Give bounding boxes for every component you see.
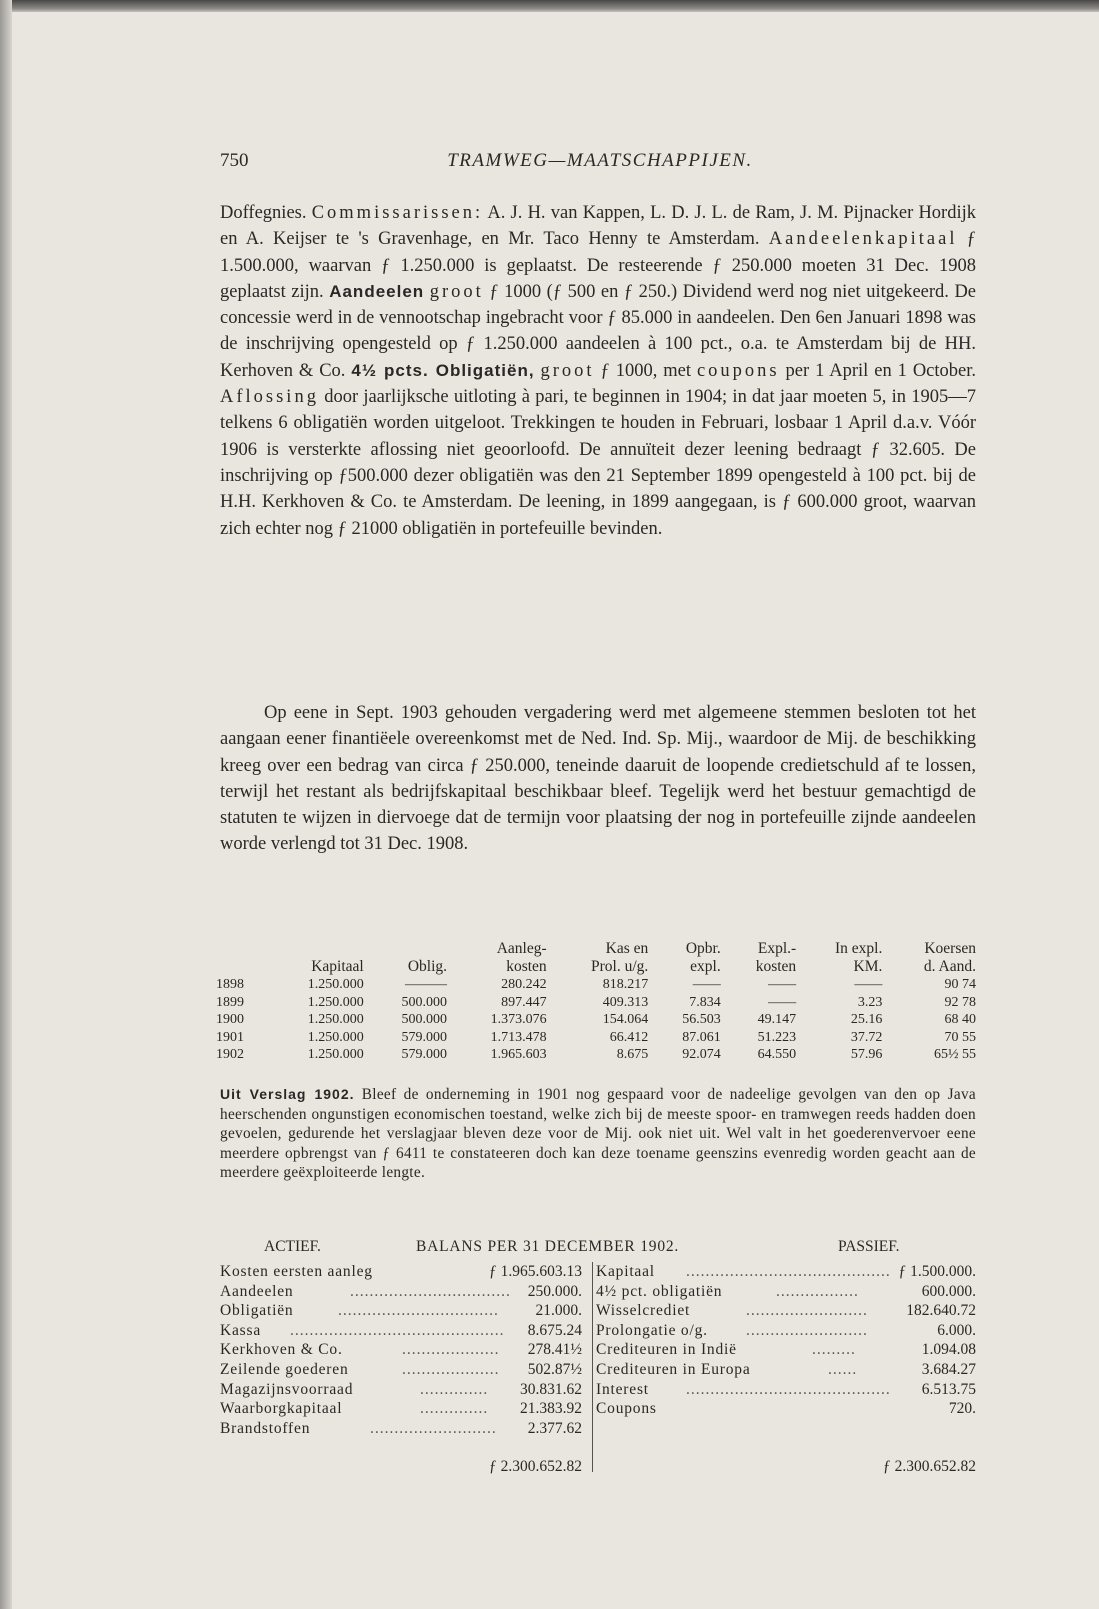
passief-item-amount: 3.684.27 bbox=[921, 1360, 976, 1378]
table-cell: —— bbox=[768, 977, 797, 992]
table-header-cell: expl. bbox=[690, 958, 721, 975]
table-cell: 3.23 bbox=[857, 994, 883, 1010]
passief-item-amount: 720. bbox=[948, 1400, 976, 1418]
table-cell: 1.713.478 bbox=[490, 1029, 547, 1045]
leader-dots: ................................. bbox=[350, 1282, 511, 1300]
actief-item-label: Zeilende goederen bbox=[220, 1360, 349, 1378]
leader-dots: ......................... bbox=[746, 1302, 868, 1320]
table-header-cell: In expl. bbox=[835, 940, 883, 957]
passief-item-amount: 600.000. bbox=[921, 1282, 976, 1300]
table-header-cell: Koersen bbox=[924, 940, 976, 957]
table-header-cell bbox=[268, 940, 368, 958]
list-item bbox=[220, 1399, 582, 1419]
passief-item-label: Crediteuren in Indië bbox=[596, 1341, 737, 1359]
table-row bbox=[212, 976, 980, 994]
text-run: ƒ 1000, met bbox=[600, 360, 691, 381]
list-item bbox=[596, 1301, 976, 1321]
table-cell: 87.061 bbox=[682, 1029, 721, 1045]
table-header-cell bbox=[212, 940, 268, 958]
term-groot: groot bbox=[540, 360, 595, 381]
term-aflossing: Aflossing bbox=[220, 387, 319, 408]
table-cell: 1900 bbox=[216, 1012, 244, 1027]
table-cell: 51.223 bbox=[757, 1029, 797, 1045]
table-header-row bbox=[212, 958, 980, 976]
table-header-cell: kosten bbox=[755, 958, 797, 975]
list-item bbox=[220, 1321, 582, 1341]
table-cell: 37.72 bbox=[850, 1029, 883, 1045]
table-cell: 500.000 bbox=[401, 994, 447, 1010]
list-item bbox=[220, 1419, 582, 1439]
statistics-table bbox=[212, 940, 980, 1064]
table-cell: 56.503 bbox=[682, 1012, 721, 1027]
table-cell: 897.447 bbox=[501, 994, 547, 1010]
leader-dots: ................................. bbox=[338, 1302, 499, 1320]
table-cell: 68 40 bbox=[944, 1012, 976, 1027]
passief-item-label: Wisselcrediet bbox=[596, 1302, 691, 1320]
actief-total: ƒ 2.300.652.82 bbox=[489, 1458, 582, 1475]
page-number: 750 bbox=[220, 150, 249, 171]
passief-item-amount: 1.094.08 bbox=[921, 1341, 976, 1359]
actief-item-amount: 250.000. bbox=[527, 1282, 582, 1300]
verslag-paragraph bbox=[220, 1085, 976, 1183]
table-header-cell: Kas en bbox=[605, 940, 649, 957]
term-aandeelenkapitaal: Aandeelenkapitaal bbox=[768, 229, 958, 250]
table-cell: 280.242 bbox=[501, 977, 547, 992]
passief-item-amount: 6.000. bbox=[937, 1321, 976, 1339]
table-header-row bbox=[212, 940, 980, 958]
actief-item-amount: 30.831.62 bbox=[520, 1380, 582, 1398]
table-cell: 92 78 bbox=[944, 994, 976, 1010]
actief-item-amount: ƒ 1.965.603.13 bbox=[489, 1263, 582, 1280]
text-run: ƒ 1.500.000, waarvan ƒ 1.250.000 is geplaatst. De resteerende ƒ 250.000 moeten 31 Dec. 1908 geplaatst zijn. bbox=[220, 229, 977, 302]
table-row bbox=[212, 1011, 980, 1029]
running-title: TRAMWEG—MAATSCHAPPIJEN. bbox=[447, 150, 753, 171]
paragraph-company-details bbox=[220, 200, 976, 542]
leader-dots: ................. bbox=[776, 1282, 859, 1300]
list-item bbox=[220, 1380, 582, 1400]
table-cell: 49.147 bbox=[757, 1012, 797, 1027]
table-header-cell: Oblig. bbox=[407, 958, 447, 975]
list-item bbox=[596, 1340, 976, 1360]
table-row bbox=[212, 1029, 980, 1047]
term-commissarissen: Commissarissen: bbox=[311, 203, 484, 223]
balance-header bbox=[220, 1238, 980, 1260]
table-cell: —— bbox=[854, 977, 883, 992]
text-run: Doffegnies. bbox=[220, 203, 307, 223]
actief-item-amount: 502.87½ bbox=[527, 1360, 582, 1378]
table-cell: 1898 bbox=[216, 977, 244, 992]
table-cell: 1901 bbox=[216, 1029, 244, 1045]
table-cell: 154.064 bbox=[602, 1012, 649, 1027]
leader-dots: ...... bbox=[828, 1360, 858, 1378]
text-run: A. J. H. van Kappen, L. D. J. L. de Ram, J. M. Pijnacker Hordijk en A. Keijser te 's Gravenhage, en Mr. Taco Henny te Amsterdam. bbox=[220, 203, 976, 250]
actief-item-label: Kerkhoven & Co. bbox=[220, 1341, 343, 1359]
table-header-cell: Opbr. bbox=[685, 940, 721, 957]
table-cell: 1.373.076 bbox=[490, 1012, 547, 1027]
passief-item-label: 4½ pct. obligatiën bbox=[596, 1282, 723, 1300]
passief-item-label: Crediteuren in Europa bbox=[596, 1360, 751, 1378]
leader-dots: .............. bbox=[420, 1400, 489, 1418]
table-cell: 70 55 bbox=[944, 1029, 976, 1045]
passief-item-amount: ƒ 1.500.000. bbox=[898, 1263, 976, 1280]
verslag-label: Uit Verslag 1902. bbox=[220, 1086, 355, 1102]
passief-total: ƒ 2.300.652.82 bbox=[883, 1458, 976, 1475]
table-cell: 57.96 bbox=[850, 1047, 883, 1062]
list-item bbox=[220, 1282, 582, 1302]
passief-item-label: Coupons bbox=[596, 1400, 657, 1418]
table-header-cell: Prol. u/g. bbox=[591, 958, 649, 975]
heading-obligatien: 4½ pcts. Obligatiën, bbox=[351, 360, 535, 380]
table-cell: 1899 bbox=[216, 994, 244, 1010]
list-item bbox=[220, 1340, 582, 1360]
table-row bbox=[212, 994, 980, 1012]
table-cell: 64.550 bbox=[757, 1047, 797, 1062]
table-cell: 7.834 bbox=[689, 994, 721, 1010]
table-cell: 579.000 bbox=[401, 1047, 447, 1062]
page-header bbox=[220, 150, 980, 180]
leader-dots: .................... bbox=[402, 1360, 500, 1378]
list-item bbox=[596, 1360, 976, 1380]
scan-left-edge bbox=[0, 0, 12, 1609]
table-cell: 1902 bbox=[216, 1047, 244, 1062]
text-run: door jaarlijksche uitloting à pari, te beginnen in 1904; in dat jaar moeten 5, in 1905—7 telkens 6 obligatiën worden uitgeloot. Trekkingen te houden in Februari, losbaar 1 April d.a.v. Vóór 1906 is versterkte aflossing niet geoorloofd. De annuïteit dezer leening bedraagt ƒ 32.605. De inschrijving op ƒ500.000 dezer obligatiën was den 21 September 1899 opengesteld à 100 pct. bij de H.H. Kerkhoven & Co. te Amsterdam. De leening, in 1899 aangegaan, is ƒ 600.000 groot, waarvan zich echter nog ƒ 21000 obligatiën in portefeuille bevinden. bbox=[220, 387, 976, 539]
actief-item-label: Aandeelen bbox=[220, 1282, 294, 1300]
table-cell: 66.412 bbox=[609, 1029, 649, 1045]
table-header-cell: Aanleg- bbox=[496, 940, 547, 957]
leader-dots: .................... bbox=[402, 1341, 500, 1359]
actief-item-label: Brandstoffen bbox=[220, 1419, 311, 1437]
list-item bbox=[596, 1282, 976, 1302]
table-cell: 500.000 bbox=[401, 1012, 447, 1027]
passief-item-label: Prolongatie o/g. bbox=[596, 1321, 708, 1339]
table-cell: 8.675 bbox=[616, 1047, 649, 1062]
table-row bbox=[212, 1046, 980, 1064]
table-cell: 1.250.000 bbox=[307, 1047, 364, 1062]
passief-item-amount: 182.640.72 bbox=[906, 1302, 976, 1320]
passief-label: PASSIEF. bbox=[838, 1238, 900, 1255]
actief-item-label: Kosten eersten aanleg bbox=[220, 1263, 373, 1280]
list-item bbox=[596, 1321, 976, 1341]
table-cell: ——— bbox=[405, 977, 447, 992]
term-coupons: coupons bbox=[696, 360, 780, 381]
table-cell: 409.313 bbox=[602, 994, 649, 1010]
passief-item-label: Kapitaal bbox=[596, 1263, 655, 1280]
list-item bbox=[220, 1301, 582, 1321]
actief-item-label: Kassa bbox=[220, 1321, 262, 1339]
actief-item-label: Magazijnsvoorraad bbox=[220, 1380, 354, 1398]
table-cell: 92.074 bbox=[682, 1047, 721, 1062]
table-cell: 579.000 bbox=[401, 1029, 447, 1045]
leader-dots: ......................... bbox=[746, 1321, 868, 1339]
table-header-cell bbox=[368, 940, 451, 958]
table-header-cell: KM. bbox=[853, 958, 883, 975]
table-cell: 1.250.000 bbox=[307, 1012, 364, 1027]
table-cell: 1.250.000 bbox=[307, 1029, 364, 1045]
table-header-cell: d. Aand. bbox=[923, 958, 976, 975]
list-item bbox=[596, 1380, 976, 1400]
passief-item-label: Interest bbox=[596, 1380, 649, 1398]
actief-column bbox=[220, 1262, 582, 1438]
list-item bbox=[220, 1262, 582, 1282]
table-cell: 1.250.000 bbox=[307, 994, 364, 1010]
heading-aandeelen: Aandeelen bbox=[329, 281, 425, 301]
list-item bbox=[596, 1262, 976, 1282]
table-cell: 1.965.603 bbox=[490, 1047, 547, 1062]
table-cell: 1.250.000 bbox=[307, 977, 364, 992]
table-cell: —— bbox=[692, 977, 721, 992]
actief-item-amount: 8.675.24 bbox=[527, 1321, 582, 1339]
text-run: per 1 April en 1 October. bbox=[785, 360, 977, 381]
leader-dots: .......................... bbox=[370, 1419, 497, 1437]
list-item bbox=[220, 1360, 582, 1380]
actief-label: ACTIEF. bbox=[264, 1238, 321, 1255]
actief-item-label: Obligatiën bbox=[220, 1302, 294, 1320]
actief-item-label: Waarborgkapitaal bbox=[220, 1400, 343, 1418]
actief-item-amount: 2.377.62 bbox=[527, 1419, 582, 1437]
verslag-text: Bleef de onderneming in 1901 nog gespaard voor de nadeelige gevolgen van den op Java heerschenden ongunstigen economischen toestand, welke zich bij de meeste spoor- en tramwegen reeds hadden doen gevoelen, gedurende het verslagjaar bleven deze voor de Mij. ook niet uit. Wel valt in het goederenvervoer eene meerdere opbrengst van ƒ 6411 te constateeren doch kan deze toename geenszins evenredig worden geacht aan de meerdere geëxploiteerde lengte. bbox=[220, 1086, 977, 1182]
leader-dots: .......................................... bbox=[686, 1380, 891, 1398]
table-header-cell: Kapitaal bbox=[311, 958, 364, 975]
column-divider bbox=[592, 1262, 593, 1472]
passief-item-amount: 6.513.75 bbox=[921, 1380, 976, 1398]
passief-column bbox=[596, 1262, 976, 1419]
actief-item-amount: 21.383.92 bbox=[520, 1400, 582, 1418]
table-cell: —— bbox=[768, 994, 797, 1010]
balance-title: BALANS PER 31 DECEMBER 1902. bbox=[416, 1238, 680, 1255]
table-header-cell: kosten bbox=[506, 958, 547, 975]
leader-dots: ......... bbox=[812, 1341, 856, 1359]
table-cell: 818.217 bbox=[602, 977, 649, 992]
table-cell: 65½ 55 bbox=[934, 1047, 976, 1062]
table-header-cell bbox=[212, 958, 268, 976]
text-run: ƒ 1000 (ƒ 500 en ƒ 250.) Dividend werd nog niet uitgekeerd. De concessie werd in de vennootschap ingebracht voor ƒ 85.000 in aandeelen. Den 6en Januari 1898 was de inschrijving opengesteld op ƒ 1.250.000 aandeelen à 100 pct., o.a. te Amsterdam bij de HH. Kerhoven & Co. bbox=[220, 281, 977, 381]
leader-dots: ............................................ bbox=[290, 1321, 505, 1339]
term-groot: groot bbox=[429, 281, 484, 302]
table-cell: 25.16 bbox=[850, 1012, 883, 1027]
paragraph-meeting: Op eene in Sept. 1903 gehouden vergadering werd met algemeene stemmen besloten tot het aangaan eener finantiëele overeenkomst met de Ned. Ind. Sp. Mij., waardoor de Mij. de beschikking kreeg over een bedrag van circa ƒ 250.000, teneinde daaruit de loopende credietschuld af te lossen, terwijl het restant als bedrijfskapitaal beschikbaar bleef. Tegelijk werd het bestuur gemachtigd de statuten te wijzen in diervoege dat de termijn voor plaatsing der nog in portefeuille zijnde aandeelen worde verlengd tot 31 Dec. 1908. bbox=[220, 703, 976, 855]
table-cell: 90 74 bbox=[944, 977, 976, 992]
table-header-cell: Expl.- bbox=[757, 940, 797, 957]
list-item bbox=[596, 1399, 976, 1419]
actief-item-amount: 21.000. bbox=[535, 1302, 582, 1320]
leader-dots: .............. bbox=[420, 1380, 489, 1398]
leader-dots: .......................................... bbox=[686, 1263, 891, 1280]
actief-item-amount: 278.41½ bbox=[527, 1341, 582, 1359]
